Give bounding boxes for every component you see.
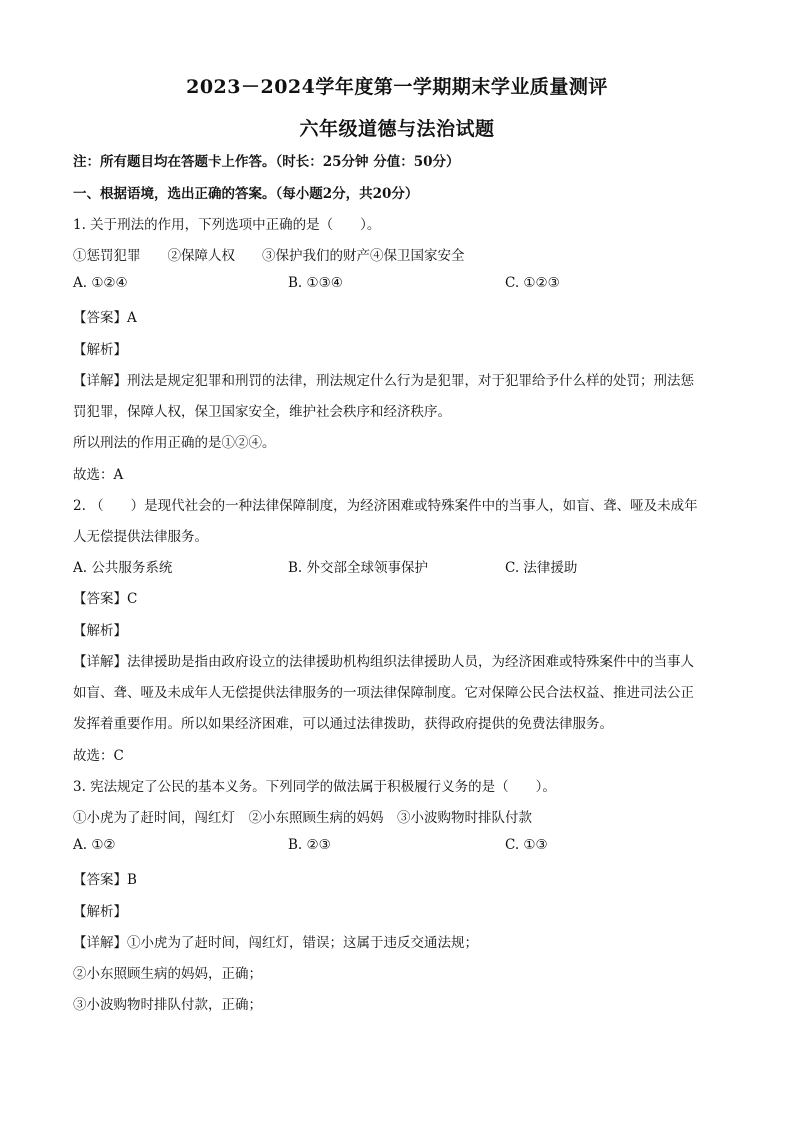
question-1-option-c: C. ①②③ [505, 275, 560, 291]
exam-title: 2023－2024学年度第一学期期末学业质量测评 [186, 76, 608, 98]
question-1-detail-line: 故选：A [73, 467, 124, 483]
question-3-option-a: A. ①② [73, 837, 116, 853]
question-2-detail-line: 如盲、聋、哑及未成年人无偿提供法律服务的一项法律保障制度。它对保障公民合法权益、推进司法公正 [73, 685, 694, 701]
question-1-items: ①惩罚犯罪 ②保障人权 ③保护我们的财产④保卫国家安全 [73, 248, 465, 264]
question-1-detail-line: 【详解】刑法是规定犯罪和刑罚的法律，刑法规定什么行为是犯罪，对于犯罪给予什么样的处罚；刑法惩 [73, 373, 694, 389]
question-3-stem: 3. 宪法规定了公民的基本义务。下列同学的做法属于积极履行义务的是（ ）。 [73, 779, 556, 795]
question-3-detail-line: 【详解】①小虎为了赶时间，闯红灯，错误；这属于违反交通法规； [73, 935, 478, 951]
question-1-option-b: B. ①③④ [288, 275, 343, 291]
question-3-option-c: C. ①③ [505, 837, 548, 853]
question-2-detail-line: 故选：C [73, 748, 124, 764]
question-1-analysis: 【解析】 [73, 342, 127, 358]
question-3-analysis: 【解析】 [73, 904, 127, 920]
question-2-option-b: B. 外交部全球领事保护 [288, 560, 429, 576]
question-2-detail-line: 发挥着重要作用。所以如果经济困难，可以通过法律拨助，获得政府提供的免费法律服务。 [73, 716, 613, 732]
question-2-analysis: 【解析】 [73, 623, 127, 639]
section-title: 一、根据语境，选出正确的答案。（每小题2分，共20分） [73, 186, 419, 202]
question-3-detail-line: ③小波购物时排队付款，正确； [73, 997, 262, 1013]
question-2-stem: 2. （ ）是现代社会的一种法律保障制度，为经济困难或特殊案件中的当事人，如盲、聋、哑及未成年 [73, 498, 698, 514]
question-2-detail-line: 【详解】法律援助是指由政府设立的法律援助机构组织法律援助人员，为经济困难或特殊案件中的当事人 [73, 654, 694, 670]
question-3-answer: 【答案】B [73, 872, 137, 888]
question-2-answer: 【答案】C [73, 591, 138, 607]
question-1-detail-line: 罚犯罪，保障人权，保卫国家安全，维护社会秩序和经济秩序。 [73, 404, 451, 420]
question-2-stem: 人无偿提供法律服务。 [73, 529, 208, 545]
question-1-detail-line: 所以刑法的作用正确的是①②④。 [73, 435, 276, 451]
question-1-answer: 【答案】A [73, 310, 137, 326]
question-1-option-a: A. ①②④ [73, 275, 128, 291]
question-1-stem: 1. 关于刑法的作用，下列选项中正确的是（ ）。 [73, 217, 381, 233]
question-3-items: ①小虎为了赶时间，闯红灯 ②小东照顾生病的妈妈 ③小波购物时排队付款 [73, 810, 532, 826]
exam-note: 注：所有题目均在答题卡上作答。（时长：25分钟 分值：50分） [73, 154, 460, 170]
question-3-option-b: B. ②③ [288, 837, 331, 853]
question-2-option-c: C. 法律援助 [505, 560, 578, 576]
question-2-option-a: A. 公共服务系统 [73, 560, 173, 576]
exam-subtitle: 六年级道德与法治试题 [299, 118, 495, 140]
question-3-detail-line: ②小东照顾生病的妈妈，正确； [73, 966, 262, 982]
